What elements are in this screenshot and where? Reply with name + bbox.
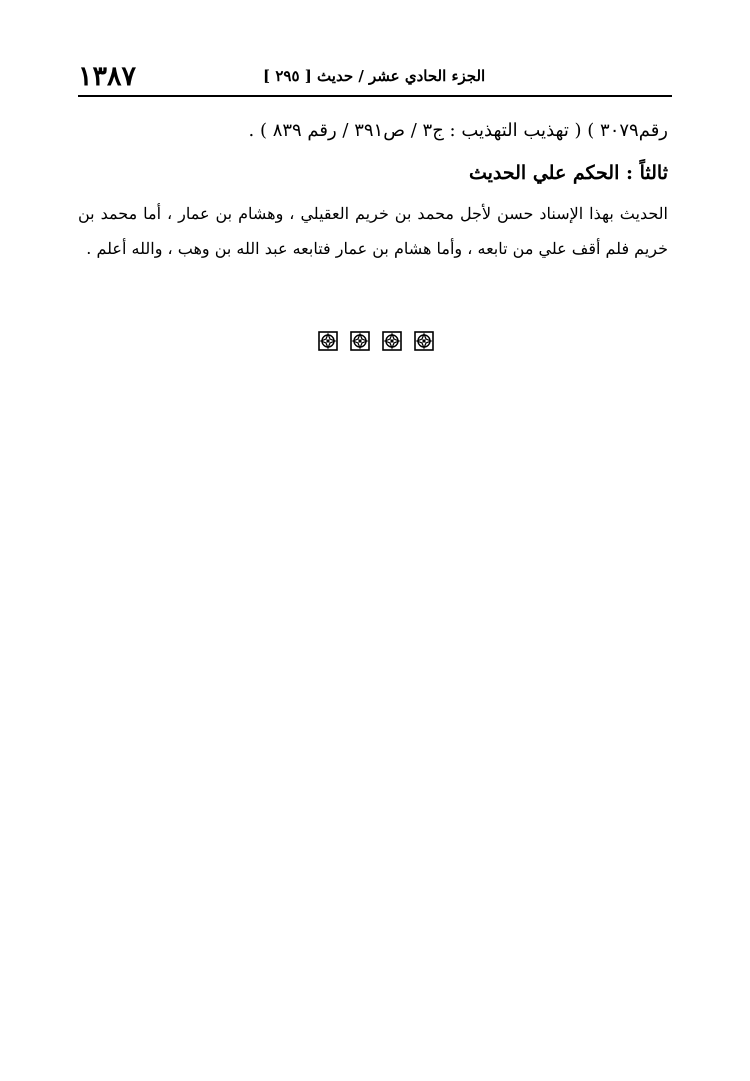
section-end-ornaments [318, 331, 434, 353]
geometric-star-ornament-icon [382, 331, 402, 351]
running-title: الجزء الحادي عشر / حديث [ ٢٩٥ ] [263, 67, 486, 85]
page-header [78, 60, 672, 94]
reference-citation: رقم٣٠٧٩ ) ( تهذيب التهذيب : ج٣ / ص٣٩١ / رقم ٨٣٩ ) . [248, 120, 668, 141]
section-heading: ثالثاً : الحكم علي الحديث [468, 162, 668, 184]
geometric-star-ornament-icon [414, 331, 434, 351]
header-divider [78, 95, 672, 97]
hadith-verdict-paragraph: الحديث بهذا الإسناد حسن لأجل محمد بن خريم العقيلي ، وهشام بن عمار ، أما محمد بن خريم فلم أقف علي من تابعه ، وأما هشام بن عمار فتابعه عبد الله بن وهب ، والله أعلم . [78, 204, 668, 258]
geometric-star-ornament-icon [350, 331, 370, 351]
page-number: ١٣٨٧ [78, 61, 137, 92]
geometric-star-ornament-icon [318, 331, 338, 351]
page-content [78, 112, 668, 266]
